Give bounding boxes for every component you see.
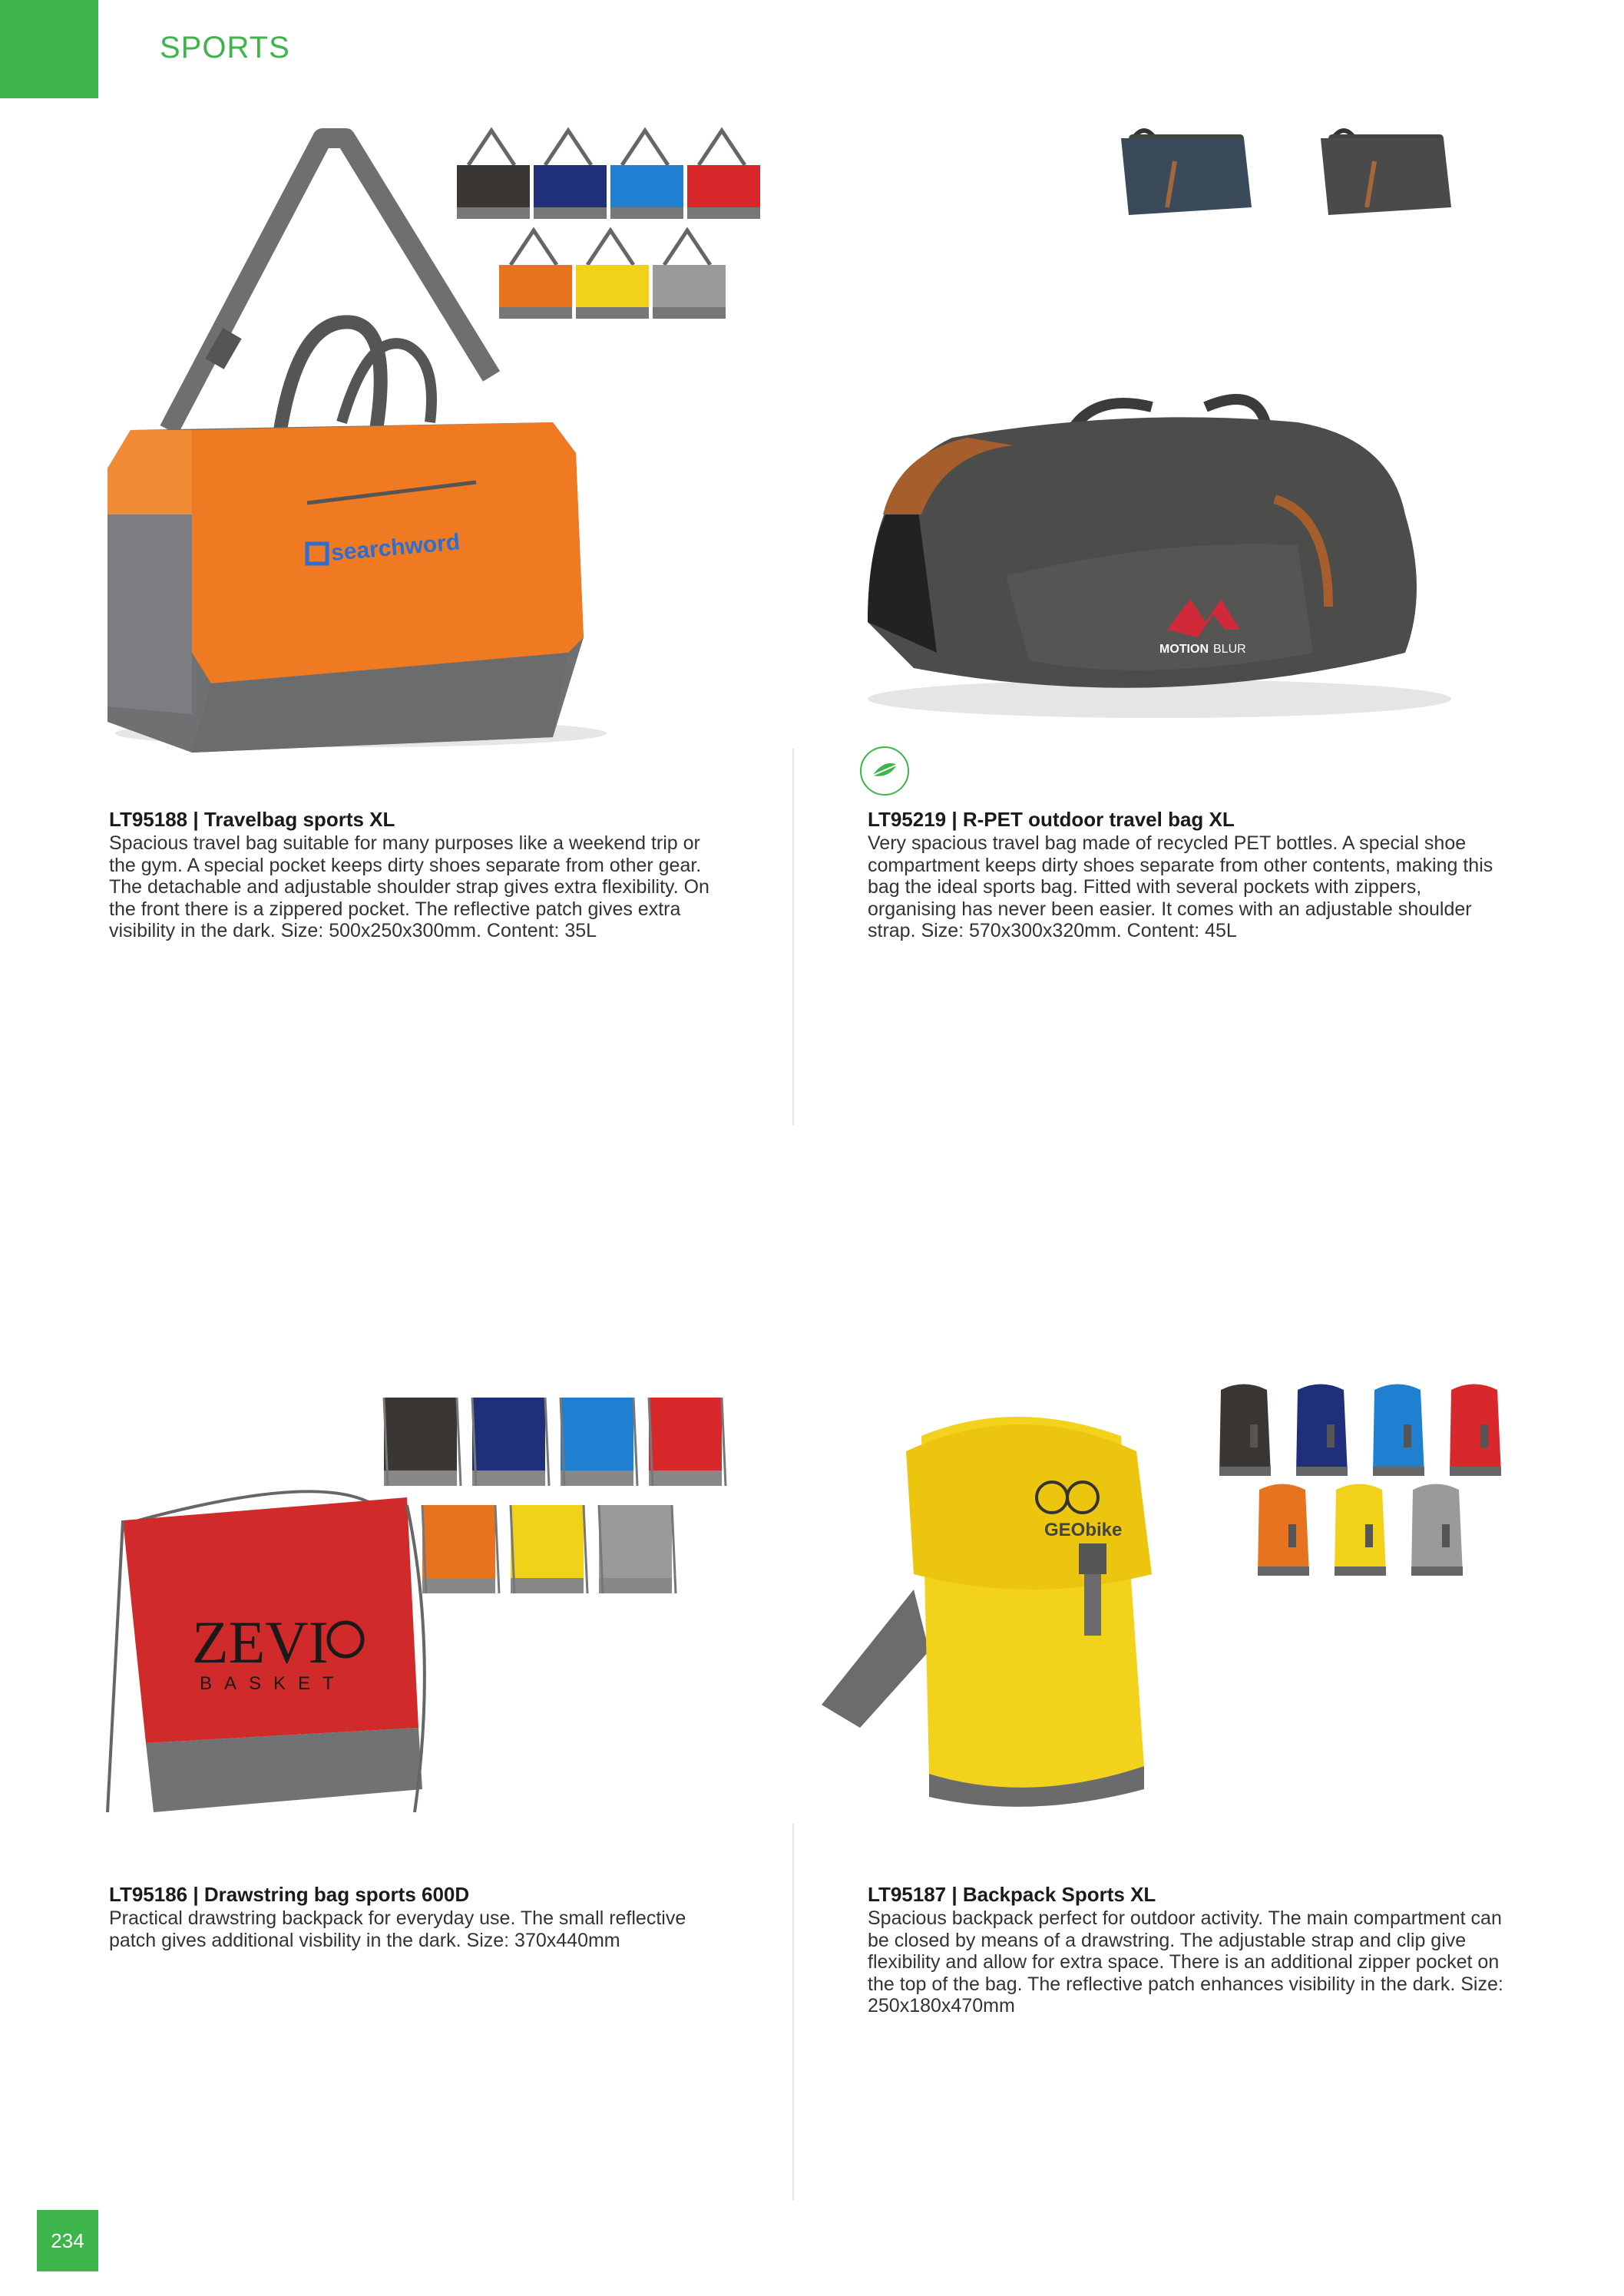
drawstring-logo-subtext: BASKET xyxy=(200,1673,346,1694)
variant-thumbnail xyxy=(499,230,572,319)
product-description: Spacious travel bag suitable for many purposes like a weekend trip or the gym. A special pocket keeps dirty shoes separate from other gear. The detachable and adjustable shoulder strap gives extra flexibility. On the front there is a zippered pocket. The reflective patch gives extra visibility in the dark. Size: 500x250x300mm. Content: 35L xyxy=(109,832,709,942)
variant-thumbnail xyxy=(1258,1484,1309,1576)
color-variants-travelbag xyxy=(457,131,760,319)
color-variants-drawstring xyxy=(384,1398,726,1593)
variant-thumbnail xyxy=(1296,1385,1348,1477)
variant-thumbnail xyxy=(1373,1385,1424,1477)
product-description: Practical drawstring backpack for everyday use. The small reflective patch gives additional visbility in the dark. Size: 370x440mm xyxy=(109,1907,686,1951)
variant-thumbnail xyxy=(561,1398,637,1486)
variant-thumbnail xyxy=(457,131,530,219)
column-divider-top xyxy=(792,749,794,1125)
section-tab-block xyxy=(0,0,98,98)
color-variants-outdoor xyxy=(1121,131,1451,215)
variant-thumbnail xyxy=(687,131,760,219)
product-description: Spacious backpack perfect for outdoor activity. The main compartment can be closed by means of a drawstring. The adjustable strap and clip give flexibility and allow for extra space. There is an additional zipper pocket on the top of the bag. The reflective patch enhances visibility in the dark. Size: 250x180x470mm xyxy=(868,1907,1503,2017)
section-title: SPORTS xyxy=(160,31,290,65)
recycled-leaf-icon xyxy=(860,746,909,796)
variant-thumbnail xyxy=(384,1398,461,1486)
travelbag-logo-text: searchword xyxy=(329,529,461,566)
drawstring-logo-text: ZEVI xyxy=(192,1609,329,1676)
variant-thumbnail xyxy=(472,1398,549,1486)
variant-thumbnail xyxy=(1219,1385,1271,1477)
product-title: LT95187 | Backpack Sports XL xyxy=(868,1883,1156,1906)
outdoor-logo-bold: MOTION xyxy=(1159,643,1209,656)
backpack-photo xyxy=(814,1375,1520,1835)
variant-thumbnail xyxy=(422,1505,499,1593)
variant-thumbnail xyxy=(1335,1484,1386,1576)
product-title: LT95186 | Drawstring bag sports 600D xyxy=(109,1883,470,1906)
product-description: Very spacious travel bag made of recycled PET bottles. A special shoe compartment keeps dirty shoes separate from other contents, making this bag the ideal sports bag. Fitted with several pockets with zippers, organising has never been easier. It comes with an adjustable shoulder strap. Size: 570x300x320mm. Content: 45L xyxy=(868,832,1493,942)
product-card-backpack xyxy=(868,1883,1505,2017)
column-divider-bottom xyxy=(792,1824,794,2200)
outdoor-logo-light: BLUR xyxy=(1213,643,1246,656)
variant-thumbnail xyxy=(653,230,726,319)
product-card-travelbag xyxy=(109,808,723,942)
color-variants-backpack xyxy=(1219,1385,1501,1576)
backpack-logo-text: GEObike xyxy=(1044,1520,1123,1540)
product-title: LT95188 | Travelbag sports XL xyxy=(109,808,395,831)
variant-thumbnail xyxy=(610,131,683,219)
product-title: LT95219 | R-PET outdoor travel bag XL xyxy=(868,808,1235,831)
variant-thumbnail xyxy=(649,1398,726,1486)
variant-thumbnail xyxy=(534,131,607,219)
variant-thumbnail xyxy=(1450,1385,1501,1477)
travelbag-photo xyxy=(77,115,783,753)
variant-thumbnail xyxy=(1411,1484,1463,1576)
outdoor-bag-photo xyxy=(837,115,1528,753)
variant-thumbnail xyxy=(576,230,649,319)
page-number: 234 xyxy=(37,2210,98,2271)
drawstring-bag-photo xyxy=(77,1382,752,1858)
variant-thumbnail xyxy=(511,1505,587,1593)
product-card-outdoor-bag xyxy=(868,808,1505,942)
product-card-drawstring xyxy=(109,1883,723,1951)
variant-thumbnail xyxy=(599,1505,676,1593)
